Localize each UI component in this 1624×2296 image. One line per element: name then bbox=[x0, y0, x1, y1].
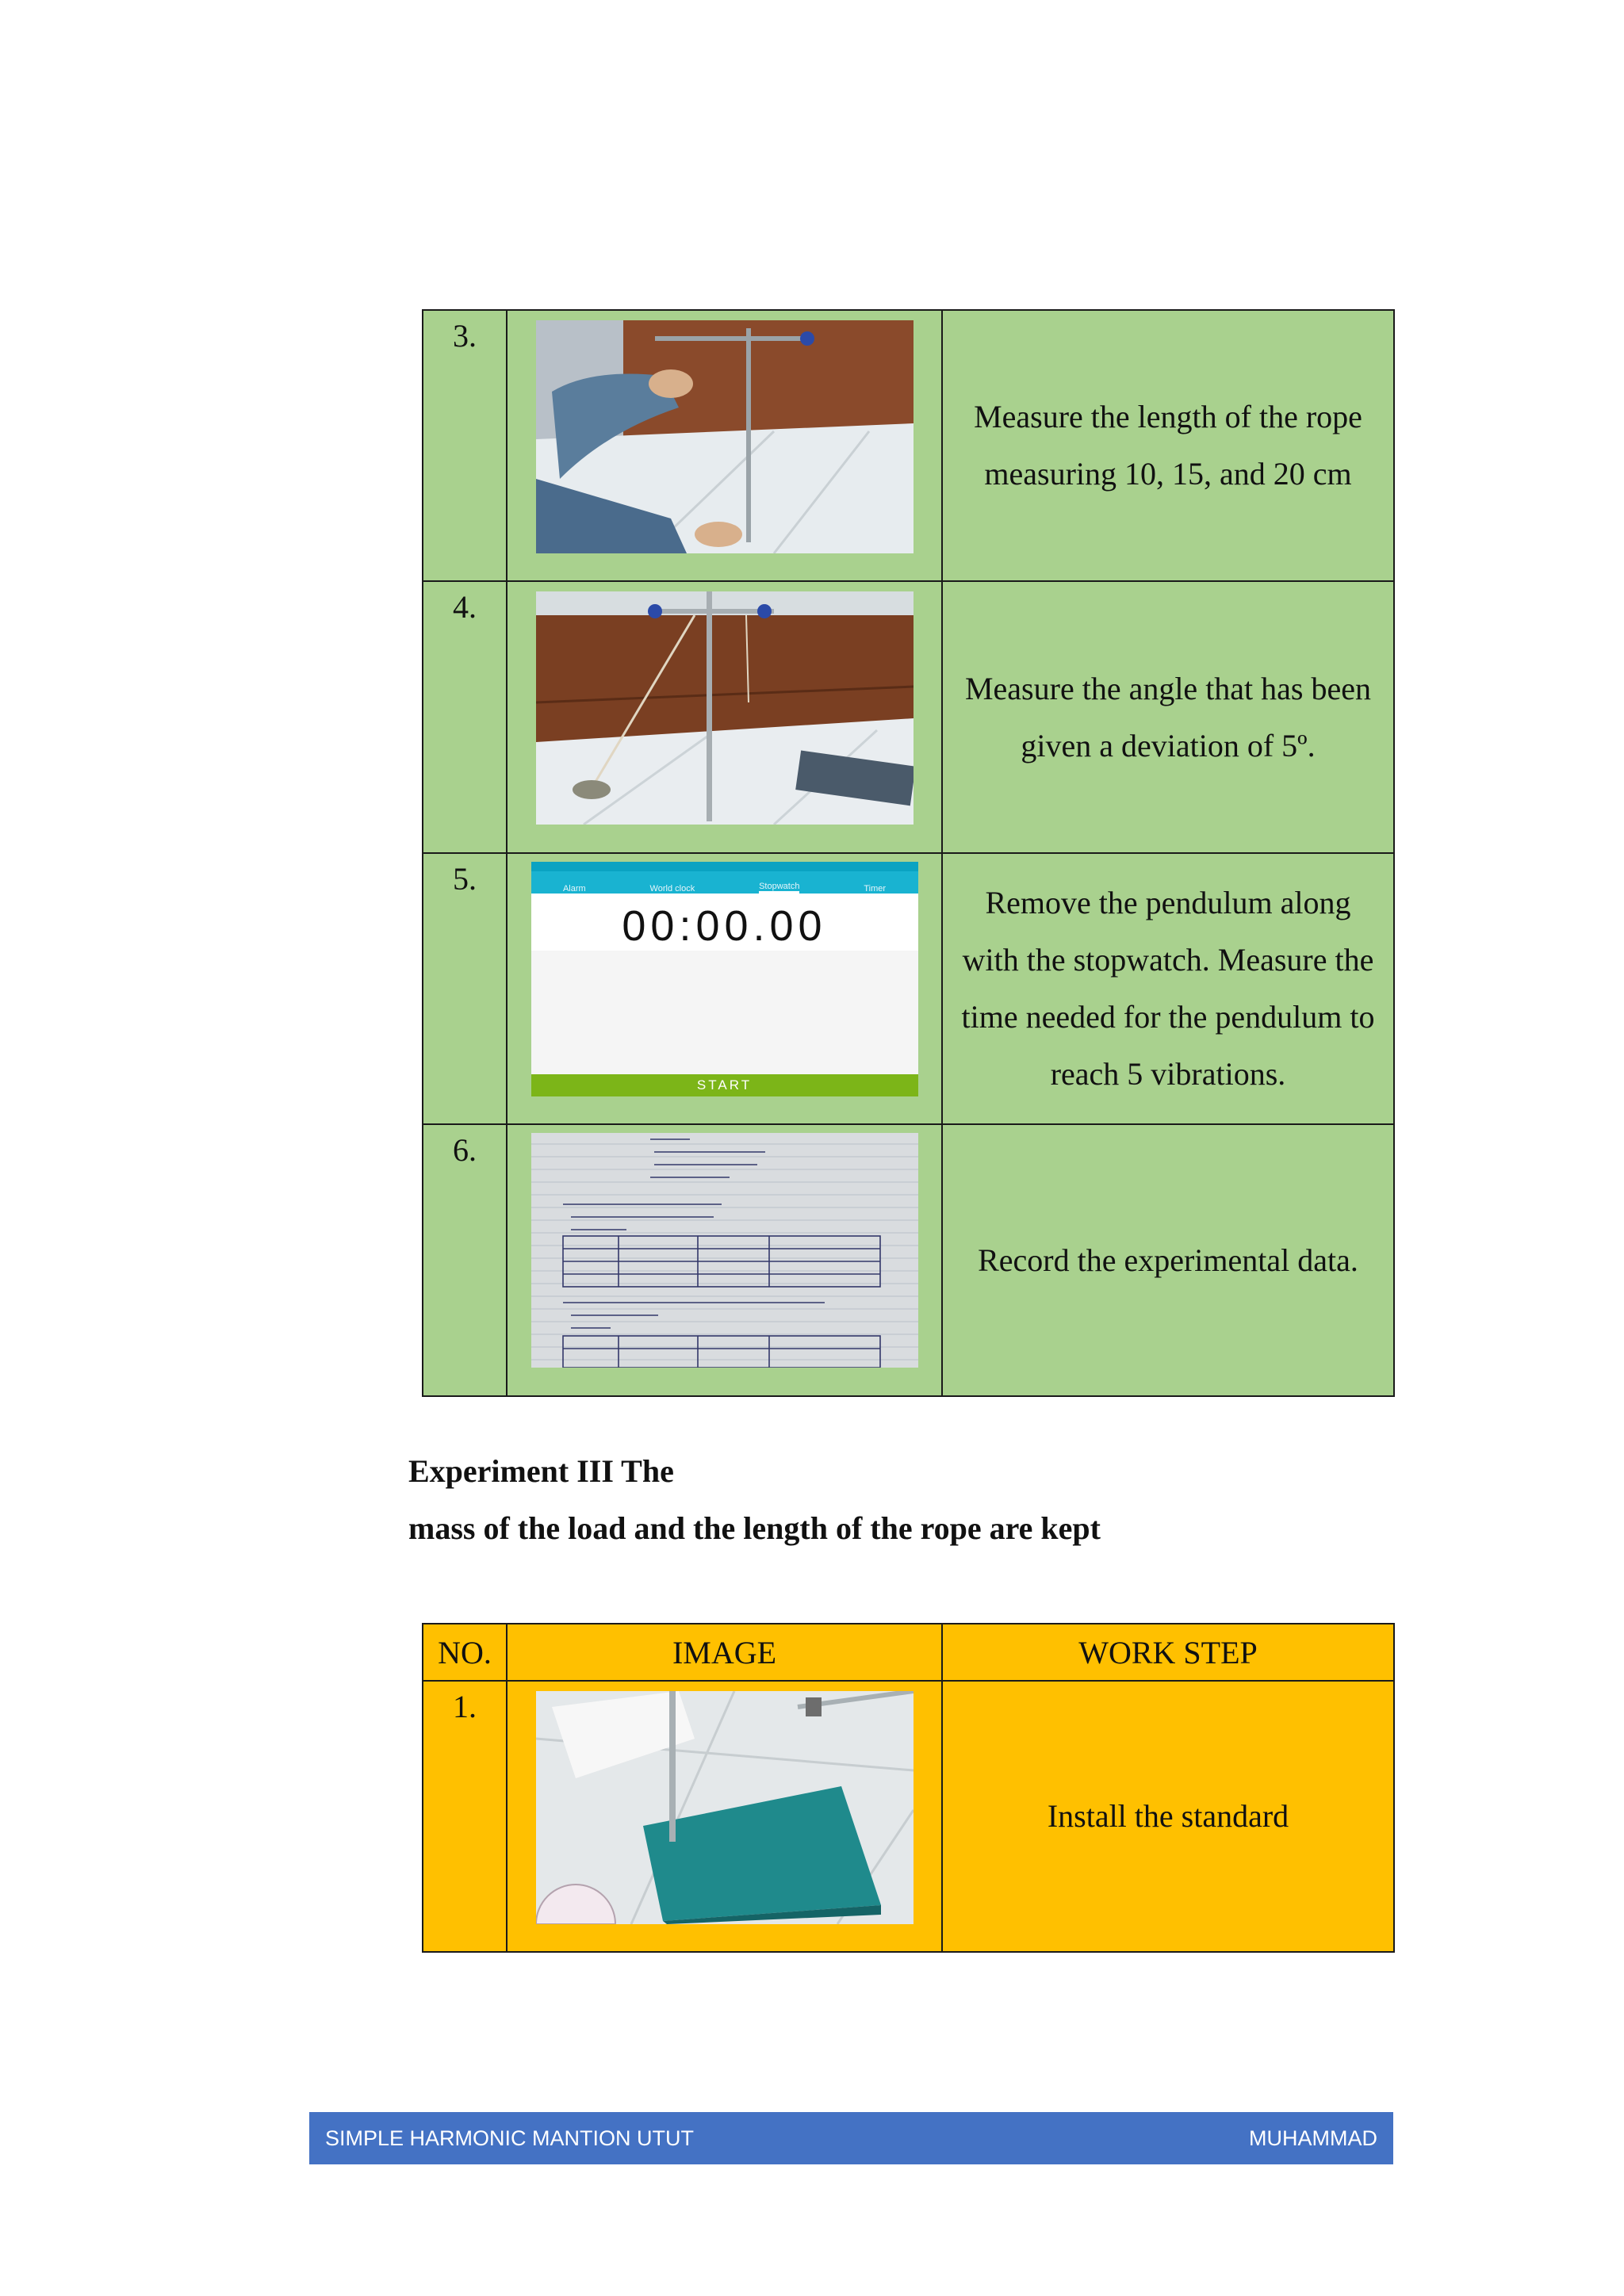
row-number: 5. bbox=[423, 853, 507, 1124]
row-number: 1. bbox=[423, 1681, 507, 1952]
section-heading-line1: Experiment III The bbox=[408, 1453, 674, 1489]
footer-author: MUHAMMAD bbox=[1249, 2126, 1377, 2150]
header-image: IMAGE bbox=[507, 1624, 942, 1681]
image-cell bbox=[507, 1681, 942, 1952]
stopwatch-time: 00:00.00 bbox=[622, 902, 827, 950]
work-step: Record the experimental data. bbox=[942, 1124, 1394, 1396]
row-number: 3. bbox=[423, 310, 507, 581]
row-number: 4. bbox=[423, 581, 507, 853]
photo-install-standard bbox=[536, 1691, 914, 1924]
table-row bbox=[423, 1681, 1394, 1952]
photo-handwritten-data bbox=[531, 1133, 918, 1368]
section-heading-line2: mass of the load and the length of the rope are kept bbox=[408, 1510, 1101, 1546]
tab-timer[interactable]: Timer bbox=[864, 884, 887, 894]
tab-world-clock[interactable]: World clock bbox=[649, 884, 695, 894]
table-row bbox=[423, 853, 1394, 1124]
tab-alarm[interactable]: Alarm bbox=[562, 884, 586, 894]
image-cell bbox=[507, 1124, 942, 1396]
image-cell bbox=[507, 853, 942, 1124]
tab-stopwatch[interactable]: Stopwatch bbox=[759, 882, 799, 894]
work-step: Remove the pendulum along with the stopwatch. Measure the time needed for the pendulum to reach 5 vibrations. bbox=[942, 853, 1394, 1124]
image-cell bbox=[507, 581, 942, 853]
header-no: NO. bbox=[423, 1624, 507, 1681]
work-step: Measure the angle that has been given a deviation of 5º. bbox=[942, 581, 1394, 853]
steps-table-1 bbox=[422, 309, 1395, 1397]
work-step: Measure the length of the rope measuring 10, 15, and 20 cm bbox=[942, 310, 1394, 581]
page-footer bbox=[309, 2112, 1393, 2164]
header-row bbox=[423, 1624, 1394, 1681]
row-number: 6. bbox=[423, 1124, 507, 1396]
app-tabs bbox=[531, 871, 918, 894]
work-step: Install the standard bbox=[942, 1681, 1394, 1952]
footer-title: SIMPLE HARMONIC MANTION UTUT bbox=[325, 2126, 695, 2150]
table-row bbox=[423, 1124, 1394, 1396]
table-row bbox=[423, 310, 1394, 581]
start-button[interactable]: START bbox=[531, 1074, 918, 1096]
steps-table-2 bbox=[422, 1623, 1395, 1953]
table-row bbox=[423, 581, 1394, 853]
image-cell bbox=[507, 310, 942, 581]
header-work-step: WORK STEP bbox=[942, 1624, 1394, 1681]
stopwatch-screenshot bbox=[531, 862, 918, 1096]
photo-measure-angle bbox=[536, 591, 914, 825]
photo-measure-rope bbox=[536, 320, 914, 553]
status-bar bbox=[531, 862, 918, 871]
stopwatch-empty-area bbox=[531, 951, 918, 1074]
